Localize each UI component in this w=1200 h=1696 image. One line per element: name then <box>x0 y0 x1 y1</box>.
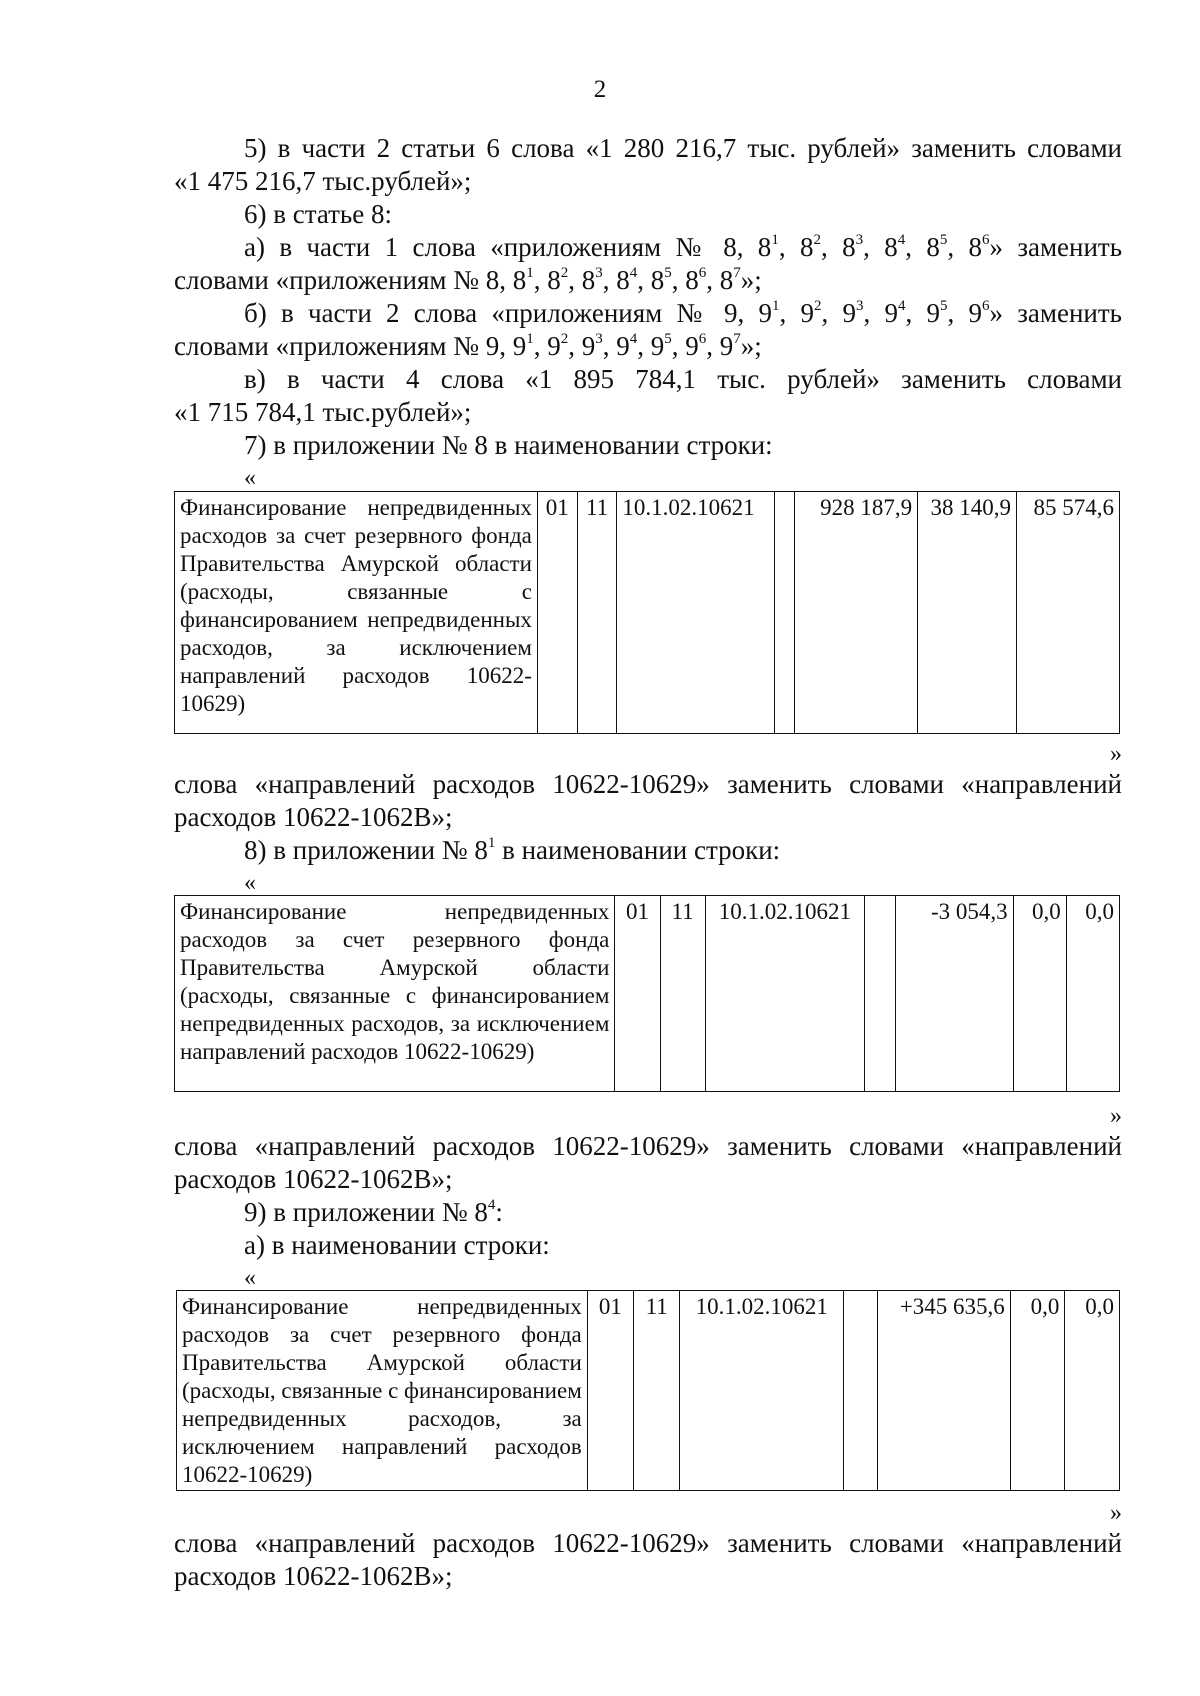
amount1-cell: 928 187,9 <box>794 492 917 734</box>
item7-budget-table <box>174 491 1120 734</box>
table-row <box>175 492 1120 734</box>
amount3-cell: 85 574,6 <box>1016 492 1119 734</box>
item7-close-quote: » <box>1110 741 1122 767</box>
item7-replace-line2: расходов 10622-1062В»; <box>174 802 453 832</box>
subsection-cell: 11 <box>634 1291 680 1491</box>
item5-line1: 5) в части 2 статьи 6 слова «1 280 216,7 тыс. рублей» заменить словами <box>244 133 1122 163</box>
amount2-cell: 38 140,9 <box>918 492 1017 734</box>
target-code-cell: 10.1.02.10621 <box>680 1291 844 1491</box>
row-name-cell: Финансирование непредвиденных расходов за счет резервного фонда Правительства Амурской области (расходы, связанные с финансированием непредвиденных расходов, за исключением направлений расходов 10622-10629) <box>175 896 615 1092</box>
item6b-line1: б) в части 2 слова «приложениям № 9, $9^1$, $9^2$, $9^3$, $9^4$, $9^5$, $9^6$» заменить <box>244 298 1122 328</box>
item9-replace-line2: расходов 10622-1062В»; <box>174 1561 453 1591</box>
amount3-cell: 0,0 <box>1065 1291 1120 1491</box>
amount2-cell: 0,0 <box>1010 1291 1065 1491</box>
table-row <box>177 1291 1120 1491</box>
item7-replace-line1: слова «направлений расходов 10622-10629» заменить словами «направлений <box>174 769 1122 799</box>
amount2-cell: 0,0 <box>1013 896 1066 1092</box>
item9-sub-a: а) в наименовании строки: <box>244 1230 550 1260</box>
subsection-cell: 11 <box>577 492 617 734</box>
row-name-cell: Финансирование непредвиденных расходов за счет резервного фонда Правительства Амурской области (расходы, связанные с финансированием непредвиденных расходов, за исключением направлений расходов 10622-10629) <box>175 492 538 734</box>
section-cell: 01 <box>537 492 577 734</box>
item6v-line1: в) в части 4 слова «1 895 784,1 тыс. рублей» заменить словами <box>244 364 1122 394</box>
item7-open-quote: « <box>244 465 256 491</box>
item9-close-quote: » <box>1110 1500 1122 1526</box>
amount1-cell: -3 054,3 <box>896 896 1013 1092</box>
item6b-line2: словами «приложениям № 9, $9^1$, $9^2$, $9^3$, $9^4$, $9^5$, $9^6$, $9^7$»; <box>174 331 762 361</box>
item8-replace-line1: слова «направлений расходов 10622-10629» заменить словами «направлений <box>174 1131 1122 1161</box>
item7-intro: 7) в приложении № 8 в наименовании строки: <box>244 430 773 460</box>
amount1-cell: +345 635,6 <box>878 1291 1011 1491</box>
page-number: 2 <box>593 76 607 103</box>
item9-budget-table <box>176 1290 1120 1491</box>
item8-budget-table <box>174 895 1120 1092</box>
item6a-line2: словами «приложениям № 8, $8^1$, $8^2$, $8^3$, $8^4$, $8^5$, $8^6$, $8^7$»; <box>174 265 762 295</box>
item8-close-quote: » <box>1110 1103 1122 1129</box>
section-cell: 01 <box>587 1291 633 1491</box>
target-code-cell: 10.1.02.10621 <box>705 896 865 1092</box>
item6-intro: 6) в статье 8: <box>244 199 392 229</box>
item6v-line2: «1 715 784,1 тыс.рублей»; <box>174 397 472 427</box>
section-cell: 01 <box>615 896 660 1092</box>
item6a-line1: а) в части 1 слова «приложениям № 8, $8^1$, $8^2$, $8^3$, $8^4$, $8^5$, $8^6$» заменить <box>244 232 1123 262</box>
subsection-cell: 11 <box>660 896 705 1092</box>
amount3-cell: 0,0 <box>1066 896 1119 1092</box>
item8-open-quote: « <box>244 870 256 896</box>
row-name-cell: Финансирование непредвиденных расходов за счет резервного фонда Правительства Амурской области (расходы, связанные с финансированием непредвиденных расходов, за исключением направлений расходов 10622-10629) <box>177 1291 588 1491</box>
item5-line2: «1 475 216,7 тыс.рублей»; <box>174 166 472 196</box>
item9-replace-line1: слова «направлений расходов 10622-10629» заменить словами «направлений <box>174 1528 1122 1558</box>
target-code-cell: 10.1.02.10621 <box>617 492 775 734</box>
table-row <box>175 896 1120 1092</box>
expense-type-cell <box>865 896 896 1092</box>
expense-type-cell <box>844 1291 878 1491</box>
item8-intro: 8) в приложении № $8^1$ в наименовании строки: <box>244 835 781 865</box>
item8-replace-line2: расходов 10622-1062В»; <box>174 1164 453 1194</box>
expense-type-cell <box>775 492 794 734</box>
item9-intro: 9) в приложении № $8^4$: <box>244 1197 503 1227</box>
item9-open-quote: « <box>244 1265 256 1291</box>
